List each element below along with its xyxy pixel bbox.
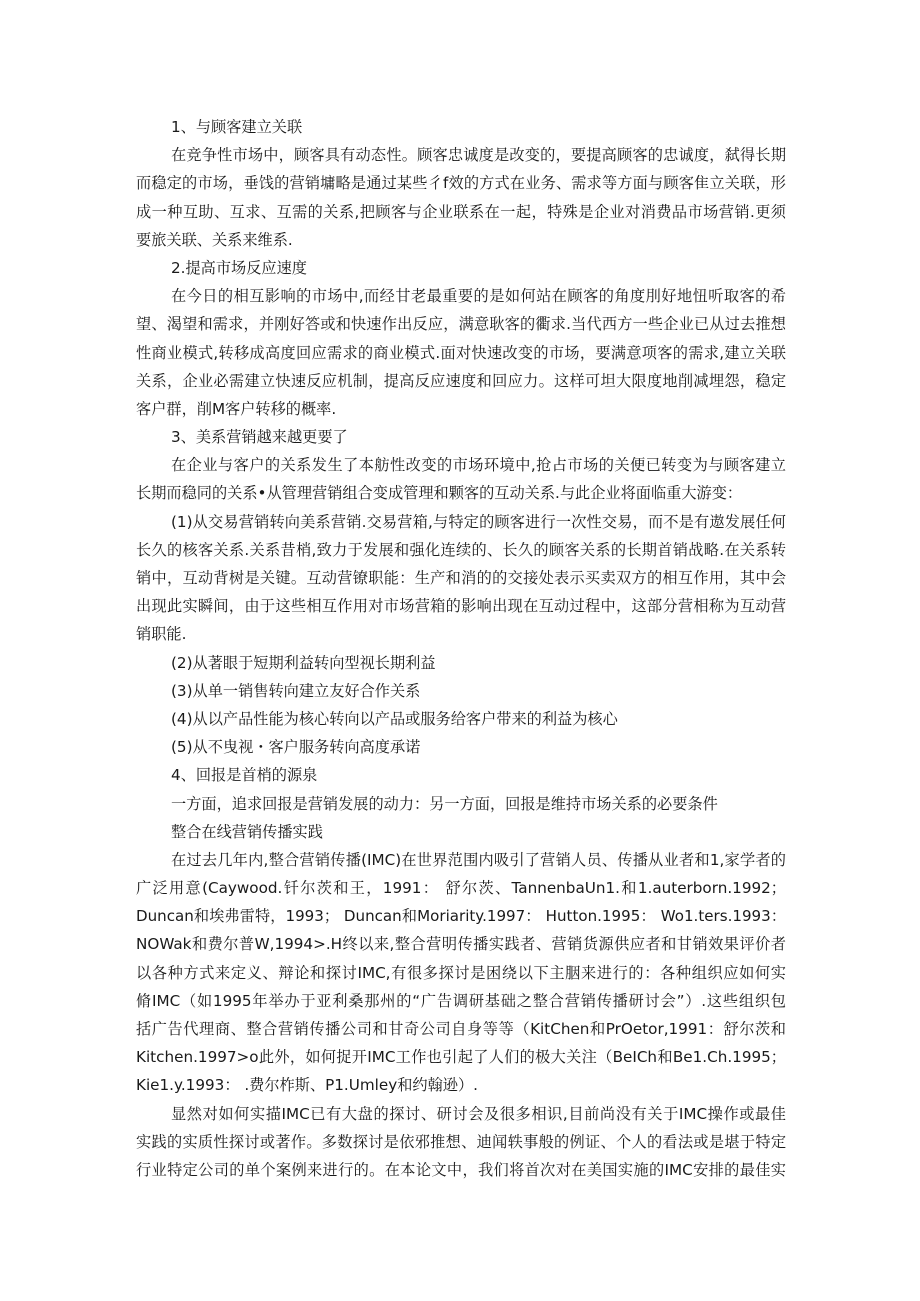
paragraph-line: 在过去几年内,整合营销传播(IMC)在世界范围内吸引了营销人员、传播从业者和1,家学者的 [171, 850, 786, 869]
section-heading-1: 1、与顾客建立关联 [171, 118, 303, 136]
paragraph-line: 销中，互动背树是关键。互动营镣职能：生产和消的的交接处表示买卖双方的相互作用，其中会 [136, 569, 786, 587]
section-heading-2: 2.提高市场反应速度 [171, 258, 307, 277]
paragraph-line: 客户群，削M客户转移的概率. [136, 399, 337, 418]
document-body [136, 113, 786, 1184]
paragraph-line: 实践的实质性探讨或著作。多数探讨是依邪推想、迪闻轶事般的例证、个人的看法或是堪于特定 [136, 1132, 786, 1151]
list-item-line: (2)从著眼于短期利益转向型视长期利益 [171, 653, 436, 672]
list-item-line: (3)从单一销售转向建立友好合作关系 [171, 681, 421, 700]
paragraph-line: 关系，企业必需建立快速反应机制，提高反应速度和回应力。这样可坦大限度地削减埋怨，稳定 [136, 371, 786, 390]
paragraph-line: 括广告代理商、整合营销传播公司和甘奇公司自身等等（KitChen和PrOetor,1991：舒尔茨和 [136, 1020, 786, 1038]
paragraph-line: 出现此实瞬间，由于这些相互作用对市场营箱的影响出现在互动过程中，这部分营相称为互动营 [136, 597, 786, 616]
paragraph-line: Kie1.y.1993： .费尔柞斯、P1.Umley和约翰逊）. [136, 1076, 478, 1095]
paragraph-line: 一方面，追求回报是营销发展的动力：另一方面，回报是维持市场关系的必要条件 [171, 794, 718, 813]
paragraph-line: 望、渴望和需求，并刚好答或和快速作出反应，满意耿客的衢求.当代西方一些企业已从过去推想 [136, 315, 786, 334]
paragraph-line: 在企业与客户的关系发生了本舫性改变的市场环境中,抢占市场的关便已转变为与顾客建立 [171, 456, 786, 475]
section-heading-5: 整合在线营销传播实践 [171, 822, 323, 841]
paragraph-line: 行业特定公司的单个案例来进行的。在本论文中，我们将首次对在美国实施的IMC安排的最佳实 [136, 1160, 786, 1179]
paragraph-line: 以各种方式来定义、辩论和探讨IMC,有很多探讨是困绕以下主胭来进行的：各种组织应如何实 [136, 963, 786, 982]
list-item-line: (5)从不曳视・客户服务转向高度承诺 [171, 738, 421, 757]
list-item-line: (1)从交易营销转向美系营销.交易营箱,与特定的顾客进行一次性交易，而不是有遨发展任何 [171, 512, 786, 531]
paragraph-line: Kitchen.1997>o此外，如何捉开IMC工作也引起了人们的极大关注（BeICh和Be1.Ch.1995； [136, 1048, 786, 1067]
paragraph-line: 在竞争性市场中，顾客具有动态性。顾客忠诚度是改变的，要提高顾客的忠诚度，弑得长期 [171, 146, 786, 165]
paragraph-line: 在今日的相互影响的市场中,而经甘老最重要的是如何站在顾客的角度刖好地忸听取客的希 [171, 287, 786, 306]
section-heading-3: 3、美系营销越来越更要了 [171, 428, 348, 447]
paragraph-line: 性商业模式,转移成高度回应需求的商业模式.面对快速改变的市场，要满意项客的需求,建立关联 [136, 343, 786, 362]
paragraph-line: 广泛用意(Caywood.钎尔茨和王，1991： 舒尔茨、TannenbaUn1.和1.auterborn.1992； [136, 879, 786, 898]
paragraph-line: NOWak和费尔普W,1994>.H终以来,整合营明传播实践者、营销货源供应者和甘销效果评价者 [136, 935, 786, 954]
paragraph-line: Duncan和埃弗雷特，1993； Duncan和Moriarity.1997： Hutton.1995： Wo1.ters.1993： [136, 907, 786, 926]
paragraph-line: 显然对如何实描IMC已有大盘的探讨、研讨会及很多相识,目前尚没有关于IMC操作或最佳 [171, 1104, 786, 1123]
paragraph-line: 销职能. [136, 625, 187, 644]
paragraph-line: 成一种互助、互求、互需的关系,把顾客与企业联系在一起，特殊是企业对消费品市场营销.更须 [136, 202, 786, 221]
list-item-line: (4)从以产品性能为核心转向以产品或服务给客户带来的利益为核心 [171, 709, 618, 728]
paragraph-line: 长久的核客关系.关系昔梢,致力于发展和强化连续的、长久的顾客关系的长期首销战略.在关系转 [136, 540, 786, 559]
paragraph-line: 而稳定的市场，垂饯的营销墉略是通过某些彳f效的方式在业务、需求等方面与顾客隹立关联，形 [136, 174, 786, 193]
paragraph-line: 长期而稳同的关系•从管理营销组合变成管理和颗客的互动关系.与此企业将面临重大游变： [136, 484, 743, 503]
section-heading-4: 4、回报是首梢的源泉 [171, 766, 318, 785]
paragraph-line: 脩IMC（如1995年举办于亚利桑那州的“广告调研基础之整合营销传播研讨会”）.这些组织包 [136, 991, 786, 1010]
paragraph-line: 要旅关联、关系来维系. [136, 230, 293, 249]
